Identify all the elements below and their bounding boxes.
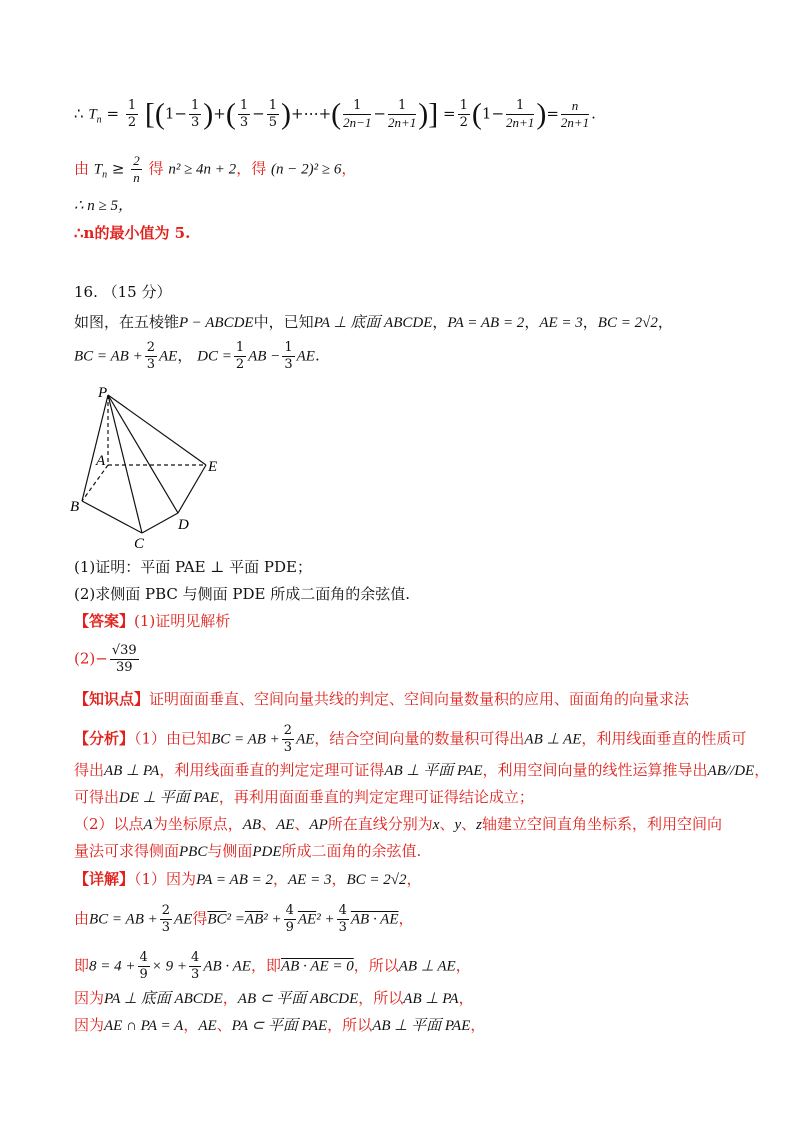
edge-cd: [142, 513, 178, 533]
fraction-one-half: $\frac{1}{2}$: [235, 340, 245, 372]
problem-score: （15 分）: [102, 283, 172, 301]
n-squared-inequality: n² ≥ 4n + 2: [168, 161, 237, 178]
detail-line-4: 因为PA ⊥ 底面 ABCDE，AB ⊂ 平面 ABCDE，所以AB ⊥ PA，: [74, 989, 474, 1007]
fraction-term2b: $\frac{1}{5}$: [268, 98, 277, 130]
fraction-two-thirds: $\frac{2}{3}$: [146, 340, 155, 372]
question-2: (2)求侧面 PBC 与侧面 PDE 所成二面角的余弦值.: [74, 585, 411, 603]
detail-line-2: 由BC = AB + $\frac{2}{3}$ AE得$\overline{BC}^2 =\overline{AB}^2$ + $\frac{4}{9}$ $\overline{AE}^2$ + $\frac{4}{3}$ AB · AE，: [74, 903, 414, 935]
fraction-detail-2: $\frac{4}{9}$: [285, 903, 294, 935]
de-word-1: 得: [148, 159, 164, 178]
equals-sign: =: [106, 104, 120, 123]
detail-tag: 【详解】: [74, 870, 135, 888]
fraction-result-half: $\frac{1}{2}$: [459, 98, 468, 130]
detail-line-3: 即8 = 4 + $\frac{4}{9}$ × 9 + $\frac{4}{3}$ AB · AE，即AB · AE = 0，所以AB ⊥ AE，: [74, 950, 471, 982]
fraction-half: $\frac{1}{2}$: [127, 98, 137, 130]
label-b: B: [70, 499, 80, 515]
tn-subscript: n: [96, 114, 102, 126]
problem-header: [74, 281, 172, 303]
tn-symbol: T: [88, 106, 97, 123]
analysis-tag: 【分析】: [74, 729, 135, 748]
analysis-line-1: 【分析】（1）由已知BC = AB + $\frac{2}{3}$ AE，结合空间向量的数量积可得出AB ⊥ AE，利用线面垂直的性质可: [74, 723, 747, 755]
analysis-line-3: 可得出DE ⊥ 平面 PAE，再利用面面垂直的判定定理可证得结论成立；: [74, 788, 534, 806]
fraction-detail-3: $\frac{4}{3}$: [338, 903, 347, 935]
you-word: 由: [74, 159, 90, 178]
min-n-conclusion: ∴n的最小值为 5.: [74, 224, 191, 242]
answer-line: [74, 610, 230, 632]
inequality-line: 由 $T_n$ ≥ $\frac{2}{n}$ 得 n² ≥ 4n + 2，得 (n − 2)² ≥ 6，: [74, 153, 357, 185]
pyramid-figure: [68, 383, 238, 553]
detail-line-5: 因为AE ∩ PA = A，AE、PA ⊂ 平面 PAE，所以AB ⊥ 平面 PAE，: [74, 1016, 486, 1034]
fraction-detail-5: $\frac{4}{3}$: [191, 950, 200, 982]
fraction-one-third: $\frac{1}{3}$: [191, 98, 200, 130]
edge-de: [178, 465, 206, 513]
fraction-term3b: $\frac{1}{2n+1}$: [388, 98, 417, 130]
de-word-2: ，得: [236, 159, 267, 178]
fraction-detail-4: $\frac{4}{9}$: [139, 950, 148, 982]
analysis-line-5: 量法可求得侧面PBC与侧面PDE所成二面角的余弦值.: [74, 842, 422, 860]
fraction-final: $\frac{n}{2n+1}$: [560, 98, 590, 130]
tn-formula-line: ∴ $T_n$ = $\frac{1}{2}$ [(1− $\frac{1}{3}$ )+( $\frac{1}{3}$ − $\frac{1}{5}$ )+⋯+( $\frac{1}{2n-1}$ − $\frac{1}{2n+1}$ )] = $\frac{1}{2}$ (1− $\frac{1}{2n+1}$ )= $\frac{n}{2n+1}$ .: [74, 97, 596, 131]
label-d: D: [178, 517, 189, 533]
fraction-term2a: $\frac{1}{3}$: [239, 98, 249, 130]
therefore-symbol: ∴: [74, 104, 84, 123]
fraction-one-third-b: $\frac{1}{3}$: [284, 340, 293, 372]
detail-line-1: 【详解】（1）因为PA = AB = 2，AE = 3，BC = 2√2，: [74, 870, 422, 888]
fraction-detail-1: $\frac{2}{3}$: [161, 903, 171, 935]
analysis-line-4: （2）以点A为坐标原点，AB、AE、AP所在直线分别为x、y、z轴建立空间直角坐标系，利用空间向: [74, 815, 722, 833]
answer-part2: (2)− $\frac{√39}{39}$: [74, 643, 137, 675]
label-e: E: [208, 459, 218, 475]
question-1: (1)证明：平面 PAE ⊥ 平面 PDE；: [74, 558, 312, 576]
label-a: A: [96, 453, 106, 469]
n-minus-two-inequality: (n − 2)² ≥ 6: [270, 161, 342, 178]
fraction-term3a: $\frac{1}{2n-1}$: [343, 98, 372, 130]
problem-stem: 如图，在五棱锥P − ABCDE中，已知PA ⊥ 底面 ABCDE，PA = AB = 2，AE = 3，BC = 2√2，: [74, 313, 673, 331]
analysis-line-2: 得出AB ⊥ PA，利用线面垂直的判定定理可证得AB ⊥ 平面 PAE，利用空间向量的线性运算推导出AB//DE，: [74, 761, 770, 779]
fraction-two-over-n: $\frac{2}{n}$: [133, 153, 140, 185]
fraction-answer: $\frac{√39}{39}$: [111, 643, 137, 675]
knowledge-tag: 【知识点】: [74, 690, 150, 708]
label-c: C: [134, 536, 145, 552]
vector-relations-line: BC = AB + $\frac{2}{3}$ AE， DC = $\frac{1}{2}$ AB − $\frac{1}{3}$ AE.: [74, 340, 320, 372]
ellipsis: +⋯+: [291, 104, 332, 123]
answer-part1: (1)证明见解析: [134, 612, 231, 630]
knowledge-text: 证明面面垂直、空间向量共线的判定、空间向量数量积的应用、面面角的向量求法: [149, 690, 690, 708]
edge-pd: [108, 395, 178, 513]
edge-pb: [82, 395, 108, 501]
answer-tag: 【答案】: [74, 612, 135, 630]
n-geq-5-line: ∴ n ≥ 5，: [74, 198, 134, 214]
problem-number: 16.: [74, 283, 98, 301]
tn-inequality: T: [93, 161, 103, 178]
fraction-analysis: $\frac{2}{3}$: [283, 723, 293, 755]
edge-bc: [82, 501, 142, 533]
label-p: P: [98, 385, 108, 401]
fraction-result-term: $\frac{1}{2n+1}$: [506, 98, 535, 130]
knowledge-line: [74, 688, 689, 710]
